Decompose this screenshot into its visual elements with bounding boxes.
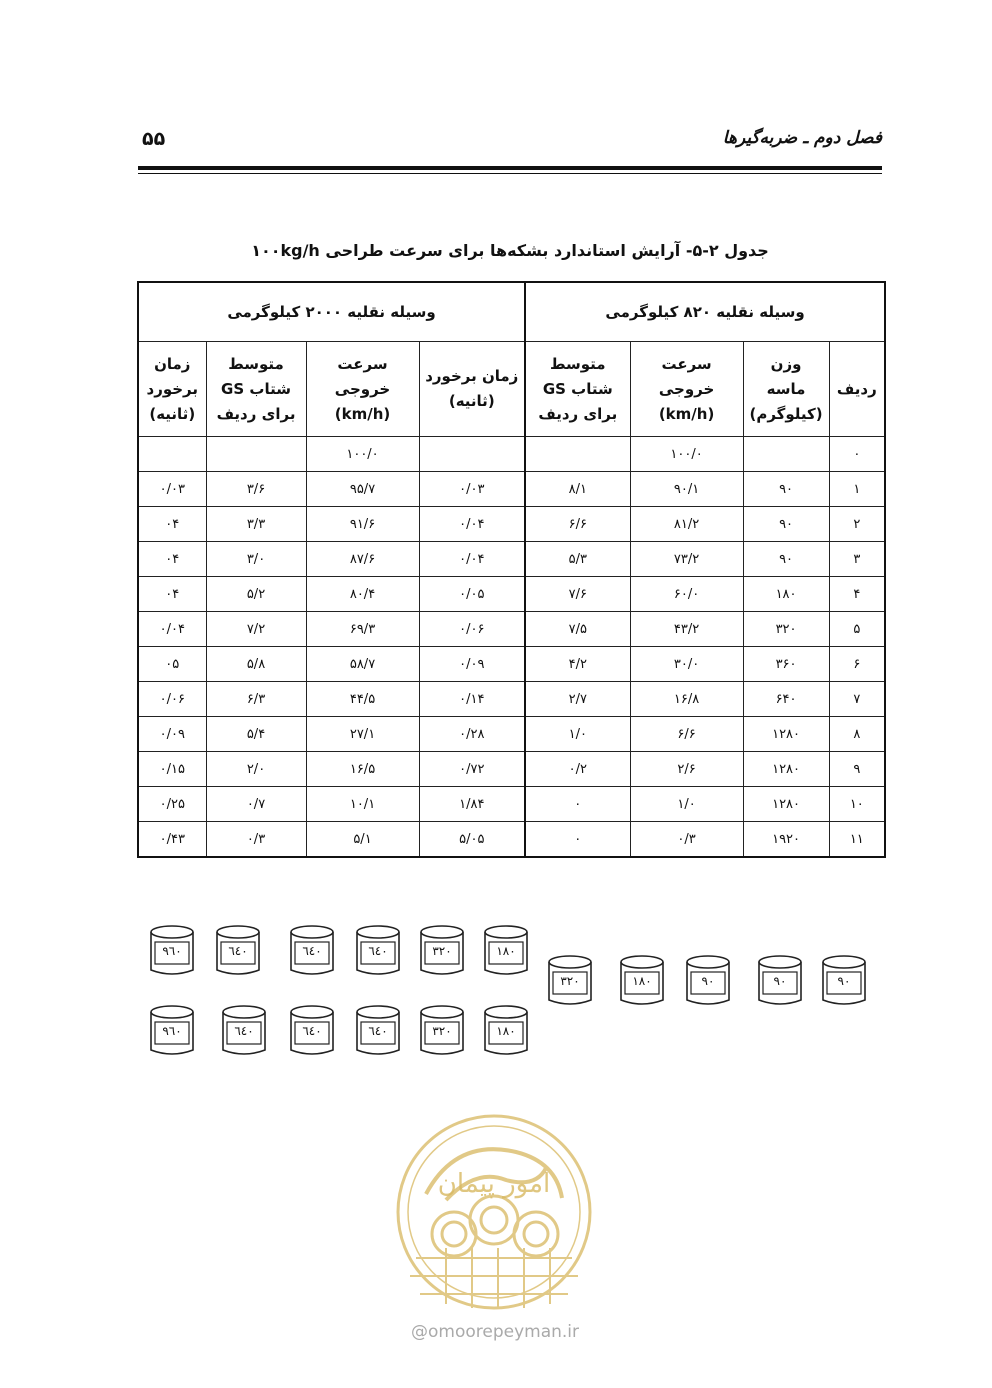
header-rule-thin (138, 173, 882, 174)
table-cell: ۱۸۰ (743, 577, 829, 612)
table-cell: ۲۷/۱ (306, 717, 419, 752)
table-cell: ۰ (525, 822, 630, 858)
table-cell: ۹۱/۶ (306, 507, 419, 542)
barrel-weight-label: ٦٤۰ (228, 944, 248, 958)
sand-barrel (149, 924, 195, 978)
table-cell (743, 437, 829, 472)
table-cell: ۰/۲۸ (419, 717, 525, 752)
barrel-weight-label: ٦٤۰ (368, 944, 388, 958)
barrel-weight-label: ۹۰ (837, 974, 851, 988)
svg-text:امور پیمان: امور پیمان (437, 1169, 551, 1199)
table-row (138, 507, 885, 542)
page-number: ۵۵ (142, 128, 166, 150)
table-cell: ۲/۶ (630, 752, 743, 787)
table-cell: ۱/۰ (630, 787, 743, 822)
at-icon: @ (410, 1322, 428, 1342)
table-cell (419, 437, 525, 472)
table-cell: ۶۰/۰ (630, 577, 743, 612)
sand-barrel (483, 924, 529, 978)
col-header-avg-gs-820: متوسط شتاب GS برای ردیف (525, 342, 630, 437)
table-cell: ۱ (829, 472, 885, 507)
table-cell: ۴/۲ (525, 647, 630, 682)
table-cell: ۰/۰۶ (138, 682, 206, 717)
sand-barrel (547, 954, 593, 1008)
group-header-2000: وسیله نقلیه ۲۰۰۰ کیلوگرمی (138, 282, 525, 342)
barrel-weight-label: ۹٦۰ (162, 944, 182, 958)
table-cell: ۱۰۰/۰ (630, 437, 743, 472)
publisher-logo (386, 1108, 602, 1320)
table-cell: ۰/۰۳ (138, 472, 206, 507)
table-row (138, 437, 885, 472)
table-cell: ۶/۶ (525, 507, 630, 542)
barrel-weight-label: ۱۸۰ (632, 974, 652, 988)
table-cell: ۳/۰ (206, 542, 306, 577)
barrel-weight-label: ۳۲۰ (432, 1024, 452, 1038)
table-row (138, 612, 885, 647)
barrel-weight-label: ۹٦۰ (162, 1024, 182, 1038)
table-cell: ۶ (829, 647, 885, 682)
sand-barrel (419, 1004, 465, 1058)
barrel-weight-label: ۱۸۰ (496, 944, 516, 958)
table-cell: ۵/۲ (206, 577, 306, 612)
table-cell: ۶۴۰ (743, 682, 829, 717)
table-cell: ۰/۲۵ (138, 787, 206, 822)
table-row (138, 472, 885, 507)
table-cell: ۷/۵ (525, 612, 630, 647)
sand-barrel (757, 954, 803, 1008)
table-cell: ۹۰ (743, 472, 829, 507)
table-cell: ۶/۳ (206, 682, 306, 717)
table-cell: ۷۳/۲ (630, 542, 743, 577)
table-cell: ۷/۶ (525, 577, 630, 612)
table-row (138, 647, 885, 682)
table-cell: ۷/۲ (206, 612, 306, 647)
table-cell: ۵۸/۷ (306, 647, 419, 682)
barrel-weight-label: ۳۲۰ (432, 944, 452, 958)
table-cell: ۳/۳ (206, 507, 306, 542)
logo-emblem-icon (386, 1108, 602, 1320)
table-cell: ۰/۰۳ (419, 472, 525, 507)
table-cell: ۰۴ (138, 542, 206, 577)
table-cell: ۷ (829, 682, 885, 717)
table-row (138, 542, 885, 577)
publisher-url: @omoorepeyman.ir (410, 1322, 580, 1342)
barrel-weight-label: ٦٤۰ (302, 944, 322, 958)
table-cell: ۰/۴۳ (138, 822, 206, 858)
col-header-sand-weight: وزن ماسه (کیلوگرم) (743, 342, 829, 437)
table-cell: ۸۷/۶ (306, 542, 419, 577)
table-cell: ۶۹/۳ (306, 612, 419, 647)
table-cell: ۱۲۸۰ (743, 752, 829, 787)
table-cell: ۱/۰ (525, 717, 630, 752)
table-cell: ۸ (829, 717, 885, 752)
sand-barrel (821, 954, 867, 1008)
barrel-weight-label: ٦٤۰ (302, 1024, 322, 1038)
table-cell: ۰/۰۴ (138, 612, 206, 647)
table-cell: ۹۰ (743, 542, 829, 577)
table-cell: ۱۹۲۰ (743, 822, 829, 858)
col-header-row: ردیف (829, 342, 885, 437)
table-cell: ۱۲۸۰ (743, 787, 829, 822)
page-header (138, 128, 882, 158)
table-cell: ۸/۱ (525, 472, 630, 507)
table-cell: ۱/۸۴ (419, 787, 525, 822)
col-header-avg-gs-2000: متوسط شتاب GS برای ردیف (206, 342, 306, 437)
table-row (138, 682, 885, 717)
table-cell: ۱۲۸۰ (743, 717, 829, 752)
header-rule-thick (138, 166, 882, 170)
sand-barrel (149, 1004, 195, 1058)
table-cell: ۱۶/۸ (630, 682, 743, 717)
table-cell: ۰/۰۵ (419, 577, 525, 612)
table-row (138, 752, 885, 787)
chapter-title: فصل دوم ـ ضربه‌گیرها (722, 128, 882, 148)
table-cell (138, 437, 206, 472)
table-cell: ۰/۰۹ (419, 647, 525, 682)
table-cell: ۹ (829, 752, 885, 787)
table-cell: ۲/۷ (525, 682, 630, 717)
sand-barrel (419, 924, 465, 978)
table-cell: ۵/۳ (525, 542, 630, 577)
table-cell: ۰۴ (138, 577, 206, 612)
table-cell: ۸۱/۲ (630, 507, 743, 542)
table-cell: ۱۱ (829, 822, 885, 858)
table-cell: ۵ (829, 612, 885, 647)
table-cell: ۳۰/۰ (630, 647, 743, 682)
sand-barrel (619, 954, 665, 1008)
sand-barrel (289, 1004, 335, 1058)
table-cell: ۰/۳ (206, 822, 306, 858)
sand-barrel (355, 924, 401, 978)
sand-barrel (685, 954, 731, 1008)
barrel-weight-label: ۳۲۰ (560, 974, 580, 988)
sand-barrel (483, 1004, 529, 1058)
barrel-arrangement-table (137, 281, 886, 858)
table-cell: ۲/۰ (206, 752, 306, 787)
table-cell: ۴۳/۲ (630, 612, 743, 647)
table-cell: ۵/۱ (306, 822, 419, 858)
table-row (138, 822, 885, 858)
table-caption: جدول ۲-۵- آرایش استاندارد بشکه‌ها برای سرعت طراحی ۱۰۰kg/h (251, 241, 769, 260)
col-header-exit-speed-2000: سرعت خروجی (km/h) (306, 342, 419, 437)
table-cell: ۰/۲ (525, 752, 630, 787)
barrel-weight-label: ٦٤۰ (368, 1024, 388, 1038)
table-cell: ۰ (525, 787, 630, 822)
table-row (138, 787, 885, 822)
table-cell: ۰/۰۴ (419, 507, 525, 542)
table-cell: ۸۰/۴ (306, 577, 419, 612)
table-row (138, 577, 885, 612)
sand-barrel (289, 924, 335, 978)
table-cell: ۳/۶ (206, 472, 306, 507)
col-header-impact-time-2000: زمان برخورد (ثانیه) (419, 342, 525, 437)
barrel-weight-label: ۱۸۰ (496, 1024, 516, 1038)
table-cell: ۱۰/۱ (306, 787, 419, 822)
table-cell (206, 437, 306, 472)
table-cell: ۰/۷ (206, 787, 306, 822)
table-cell: ۱۰۰/۰ (306, 437, 419, 472)
table-cell: ۳۶۰ (743, 647, 829, 682)
table-cell: ۰/۱۵ (138, 752, 206, 787)
group-header-820: وسیله نقلیه ۸۲۰ کیلوگرمی (525, 282, 885, 342)
table-cell: ۰/۰۴ (419, 542, 525, 577)
barrel-weight-label: ۹۰ (773, 974, 787, 988)
table-cell: ۱۰ (829, 787, 885, 822)
sand-barrel (355, 1004, 401, 1058)
table-cell: ۰/۳ (630, 822, 743, 858)
table-cell: ۰/۷۲ (419, 752, 525, 787)
col-header-exit-speed-820: سرعت خروجی (km/h) (630, 342, 743, 437)
sand-barrel (221, 1004, 267, 1058)
table-cell: ۰۵ (138, 647, 206, 682)
table-cell: ۵/۴ (206, 717, 306, 752)
table-cell: ۰/۰۶ (419, 612, 525, 647)
table-cell (525, 437, 630, 472)
barrel-weight-label: ۹۰ (701, 974, 715, 988)
table-cell: ۹۰/۱ (630, 472, 743, 507)
table-cell: ۹۵/۷ (306, 472, 419, 507)
col-header-impact-time-b: زمان برخورد (ثانیه) (138, 342, 206, 437)
table-cell: ۴۴/۵ (306, 682, 419, 717)
table-cell: ۵/۰۵ (419, 822, 525, 858)
table-cell: ۰/۱۴ (419, 682, 525, 717)
table-row (138, 717, 885, 752)
table-cell: ۱۶/۵ (306, 752, 419, 787)
table-cell: ۲ (829, 507, 885, 542)
table-cell: ۵/۸ (206, 647, 306, 682)
table-cell: ۹۰ (743, 507, 829, 542)
table-cell: ۳ (829, 542, 885, 577)
table-cell: ۴ (829, 577, 885, 612)
sand-barrel (215, 924, 261, 978)
table-cell: ۰/۰۹ (138, 717, 206, 752)
barrel-weight-label: ٦٤۰ (234, 1024, 254, 1038)
table-cell: ۶/۶ (630, 717, 743, 752)
table-cell: ۳۲۰ (743, 612, 829, 647)
table-cell: ۰۴ (138, 507, 206, 542)
barrel-layout-diagram (137, 910, 877, 1080)
table-cell: ۰ (829, 437, 885, 472)
